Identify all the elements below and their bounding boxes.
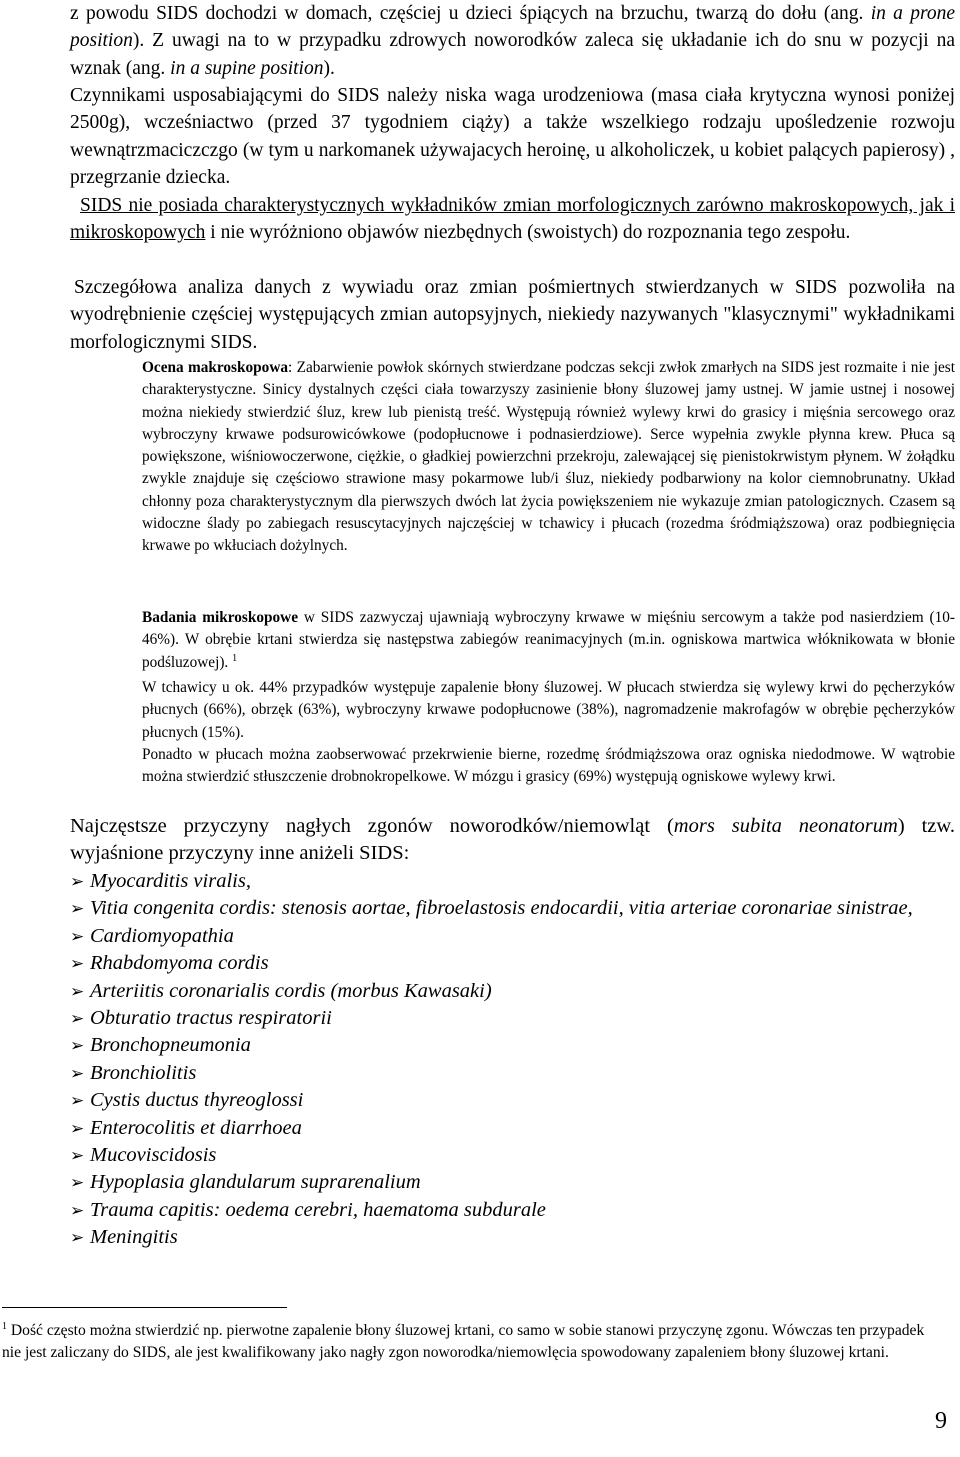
- section-macroscopic: [142, 357, 955, 558]
- paragraph-sleep-position: [70, 0, 955, 82]
- footnote-text: Dość często można stwierdzić np. pierwotne zapalenie błony śluzowej krtani, co samo w sobie stanowi przyczynę zgonu. Wówczas ten przypadek nie jest zaliczany do SIDS, ale jest kwalifikowany jako nagły zgon noworodka/niemowlęcia spowodowany zapaleniem błony śluzowej krtani.: [2, 1322, 925, 1361]
- list-item: [70, 1115, 955, 1142]
- paragraph-trachea: [142, 677, 955, 744]
- list-item-text: Enterocolitis et diarrhoea: [90, 1116, 302, 1139]
- arrow-bullet-icon: ➢: [70, 954, 85, 974]
- arrow-bullet-icon: ➢: [70, 1173, 85, 1193]
- text: i nie wyróżniono objawów niezbędnych (swoistych) do rozpoznania tego zespołu.: [205, 222, 851, 244]
- footnote: [2, 1320, 947, 1364]
- arrow-bullet-icon: ➢: [70, 899, 85, 919]
- arrow-bullet-icon: ➢: [70, 1091, 85, 1111]
- lungs-text: Ponadto w płucach można zaobserwować przekrwienie bierne, rozedmę śródmiąższowa oraz ogniska niedodmowe. W wątrobie można stwierdzić stłuszczenie drobnokropelkowe. W mózgu i grasicy (69%) występują ogniskowe wylewy krwi.: [142, 746, 955, 786]
- risk-factors-text: Czynnikami usposabiającymi do SIDS należy niska waga urodzeniowa (masa ciała krytyczna wynosi poniżej 2500g), wcześniactwo (przed 37 tygodniem ciąży) a także wszelkiego rodzaju upośledzenie rozwoju wewnątrzmaciczczgo (w tym u narkomanek używajacych heroinę, u alkoholiczek, u kobiet palących papierosy) , przegrzanie dziecka.: [70, 85, 955, 189]
- paragraph-causes: [70, 813, 955, 868]
- term-mors-subita: mors subita neonatorum: [673, 815, 898, 837]
- list-item-text: Obturatio tractus respiratorii: [90, 1007, 332, 1030]
- list-item: [70, 950, 955, 977]
- heading-macroscopic: Ocena makroskopowa: [142, 359, 289, 376]
- list-item: [70, 895, 955, 922]
- arrow-bullet-icon: ➢: [70, 981, 85, 1001]
- text: Najczęstsze przyczyny nagłych zgonów noworodków/niemowląt (: [70, 815, 674, 837]
- page-number: 9: [935, 1408, 947, 1434]
- list-item: [70, 1224, 955, 1251]
- term-prone: in a prone position: [70, 3, 955, 52]
- causes-list: [70, 868, 955, 1252]
- list-item: [70, 1169, 955, 1196]
- arrow-bullet-icon: ➢: [70, 1228, 85, 1248]
- text: ).: [323, 57, 335, 79]
- arrow-bullet-icon: ➢: [70, 1063, 85, 1083]
- analysis-text: Szczegółowa analiza danych z wywiadu oraz zmian pośmiertnych stwierdzanych w SIDS pozwoliła na wyodrębnienie częściej występujących zmian autopsyjnych, niekiedy nazywanych "klasycznymi" wykładnikami morfologicznymi SIDS.: [70, 277, 955, 353]
- list-item-text: Bronchiolitis: [90, 1061, 197, 1084]
- paragraph-lungs: [142, 744, 955, 789]
- list-item-text: Cardiomyopathia: [90, 924, 234, 947]
- list-item-text: Trauma capitis: oedema cerebri, haematoma subdurale: [90, 1198, 546, 1221]
- paragraph-analysis: [70, 274, 955, 356]
- list-item: [70, 868, 955, 895]
- list-item-text: Arteriitis coronarialis cordis (morbus Kawasaki): [90, 979, 492, 1002]
- text: z powodu SIDS dochodzi w domach, częściej u dzieci śpiących na brzuchu, twarzą do dołu (ang.: [70, 3, 871, 24]
- list-item: [70, 1087, 955, 1114]
- list-item: [70, 1005, 955, 1032]
- text: : Zabarwienie powłok skórnych stwierdzane podczas sekcji zwłok zmarłych na SIDS jest rozmaite i nie jest charakterystyczne. Sinicy dystalnych części ciała towarzyszy zasinienie błony śluzowej jamy ustnej. W jamie ustnej i nosowej można niekiedy stwierdzić śluz, krew lub pienistą treść. Występują również wylewy krwi do grasicy i mięśnia sercowego oraz wybroczyny krwawe podsurowicówkowe (podopłucnowe i podnasierdziowe). Serce wypełnia zwykle płynna krew. Płuca są powiększone, wiśniowoczerwone, ciężkie, o gładkiej powierzchni przekroju, zalewającej się pienistokrwistym płynem. W żołądku zwykle znajduje się częściowo strawione masy pokarmowe lub/i śluz, niekiedy podbarwiony na kolor ciemnobrunatny. Układ chłonny poza charakterystycznym dla pierwszych dwóch lat życia powiększeniem nie wykazuje zmian patologicznych. Czasem są widoczne ślady po zabiegach resuscytacyjnych najczęściej w tchawicy i płucach (rozedma śródmiąższowa) oraz podbiegnięcia krwawe po wkłuciach dożylnych.: [142, 359, 955, 555]
- paragraph-risk-factors: [70, 82, 955, 192]
- text: ) tzw. wyjaśnione przyczyny inne aniżeli SIDS:: [70, 815, 955, 865]
- arrow-bullet-icon: ➢: [70, 872, 85, 891]
- arrow-bullet-icon: ➢: [70, 1146, 85, 1166]
- list-item: [70, 1197, 955, 1224]
- arrow-bullet-icon: ➢: [70, 1200, 85, 1220]
- underlined-statement: SIDS nie posiada charakterystycznych wykładników zmian morfologicznych zarówno makroskopowych, jak i mikroskopowych: [70, 195, 955, 244]
- list-item: [70, 1060, 955, 1087]
- list-item: [70, 923, 955, 950]
- arrow-bullet-icon: ➢: [70, 926, 85, 946]
- term-supine: in a supine position: [170, 57, 324, 79]
- trachea-text: W tchawicy u ok. 44% przypadków występuje zapalenie błony śluzowej. W płucach stwierdza się wylewy krwi do pęcherzyków płucnych (66%), obrzęk (63%), wybroczyny krwawe podopłucnowe (38%), nagromadzenie makrofagów w obrębie pęcherzyków płucnych (15%).: [142, 679, 955, 741]
- list-item-text: Cystis ductus thyreoglossi: [90, 1089, 304, 1112]
- list-item: [70, 978, 955, 1005]
- list-item-text: Myocarditis viralis,: [90, 870, 251, 892]
- footnote-separator: [2, 1307, 287, 1308]
- list-item-text: Rhabdomyoma cordis: [90, 952, 269, 975]
- text: ). Z uwagi na to w przypadku zdrowych noworodków zaleca się układanie ich do snu w pozycji na wznak (ang.: [70, 30, 955, 79]
- arrow-bullet-icon: ➢: [70, 1009, 85, 1029]
- list-item-text: Mucoviscidosis: [90, 1144, 217, 1167]
- list-item-text: Meningitis: [90, 1226, 178, 1249]
- section-microscopic: [142, 607, 955, 674]
- list-item-text: Vitia congenita cordis: stenosis aortae, fibroelastosis endocardii, vitia arteriae coronariae sinistrae,: [90, 897, 913, 920]
- footnote-ref[interactable]: 1: [232, 652, 238, 664]
- heading-microscopic: Badania mikroskopowe: [142, 609, 299, 626]
- arrow-bullet-icon: ➢: [70, 1118, 85, 1138]
- arrow-bullet-icon: ➢: [70, 1036, 85, 1056]
- text: w SIDS zazwyczaj ujawniają wybroczyny krwawe w mięśniu sercowym a także pod nasierdziem (10-46%). W obrębie krtani stwierdza się następstwa zabiegów reanimacyjnych (m.in. ogniskowa martwica włóknikowata w błonie podśluzowej).: [142, 609, 956, 671]
- list-item: [70, 1032, 955, 1059]
- footnote-number: 1: [2, 1320, 7, 1332]
- paragraph-no-morphology: [70, 192, 955, 247]
- list-item-text: Bronchopneumonia: [90, 1034, 251, 1057]
- list-item: [70, 1142, 955, 1169]
- list-item-text: Hypoplasia glandularum suprarenalium: [90, 1171, 421, 1194]
